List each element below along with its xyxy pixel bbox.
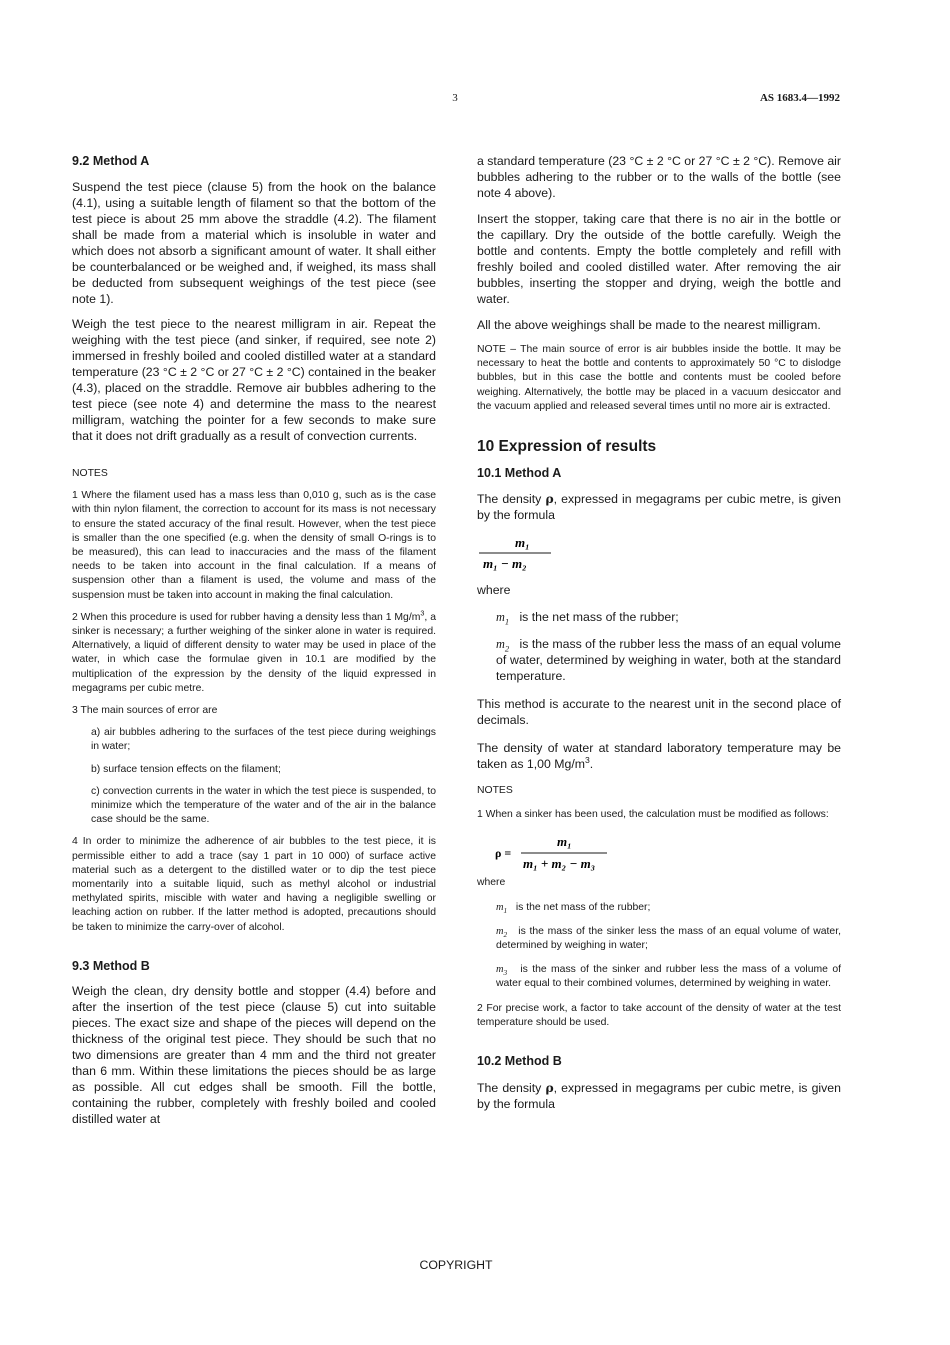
definition-m2: $m_2$ is the mass of the rubber less the mass of an equal volume of water, determined by weighing in water, both at the standard temperature. <box>496 637 841 684</box>
formula-2-lhs: ρ = <box>495 846 512 861</box>
note-3-item-c: c) convection currents in the water in which the test piece is suspended, to minimize which the temperature of the water and of the air in the balance case should be the same. <box>91 785 436 826</box>
method-b-note: NOTE – The main source of error is air bubbles inside the bottle. It may be necessary to heat the bottle and contents to approximately 50 °C to dislodge bubbles, but in this case the bottle and contents must be cooled before weighing. Alternatively, the bottle may be placed in a vacuum desiccator and the vacuum applied and released several times until no more air is extracted. <box>477 344 841 412</box>
method-a-accuracy: This method is accurate to the nearest unit in the second place of decimals. <box>477 697 841 728</box>
formula-1-denominator: m₁ − m₂ <box>483 556 527 572</box>
definition-note-m2: $m_2$ is the mass of the sinker less the mass of an equal volume of water, determined by weighing in water; <box>496 925 841 952</box>
note-3-item-a: a) air bubbles adhering to the surfaces of the test piece during weighings in water; <box>91 727 436 753</box>
note-3: 3 The main sources of error are <box>72 705 218 717</box>
section-10-heading: 10 Expression of results <box>477 438 657 456</box>
section-9-2-heading: 9.2 Method A <box>72 154 150 168</box>
section-10-note-1: 1 When a sinker has been used, the calculation must be modified as follows: <box>477 809 829 821</box>
density-formula-intro: The density ρ, expressed in megagrams per cubic metre, is given by the formula <box>477 491 841 523</box>
definition-m1: $m_1$ is the net mass of the rubber; <box>496 610 679 627</box>
where-label-2: where <box>477 877 506 889</box>
formula-1-numerator: m₁ <box>515 535 530 551</box>
method-b-weighings-paragraph: All the above weighings shall be made to the nearest milligram. <box>477 318 821 332</box>
where-label: where <box>477 583 511 598</box>
section-9-2-paragraph-1: Suspend the test piece (clause 5) from the hook on the balance (4.1), using a suitable length of filament so that the bottom of the test piece is about 25 mm above the straddle (4.2). The filament shall be made from a material which is insoluble in water and which does not absorb a significant amount of water. It shall either be counterbalanced or be weighed and, if weighed, its mass shall be deducted from subsequent weighings of the test piece (see note 1). <box>72 180 436 306</box>
definition-note-m3: $m_3$ is the mass of the sinker and rubber less the mass of a volume of water equal to their combined volumes, determined by weighing in water. <box>496 964 841 990</box>
section-10-1-heading: 10.1 Method A <box>477 466 562 481</box>
notes-label: NOTES <box>72 468 108 479</box>
formula-sinker <box>477 834 841 874</box>
section-10-2-heading: 10.2 Method B <box>477 1054 562 1069</box>
section-9-2-paragraph-2: Weigh the test piece to the nearest milligram in air. Repeat the weighing with the test piece (and sinker, if required, see note 2) immersed in freshly boiled and cooled distilled water at a standard temperature (23 °C ± 2 °C or 27 °C ± 2 °C) contained in the beaker (4.3), placed on the straddle. Remove air bubbles adhering to the test piece (see note 4) and determine the mass to the nearest milligram, watching the pointer for a few seconds to make sure that it does not drift gradually as a result of convection currents. <box>72 317 436 443</box>
copyright-footer: COPYRIGHT <box>419 1258 493 1272</box>
left-column <box>72 153 436 1127</box>
density-formula-intro-method-b: The density ρ, expressed in megagrams per cubic metre, is given by the formula <box>477 1080 841 1112</box>
section-9-3-paragraph-1: Weigh the clean, dry density bottle and stopper (4.4) before and after the insertion of the test piece (clause 5) cut into suitable pieces. The exact size and shape of the pieces will depend on the thickness of the original test piece. They should be such that no two dimensions are greater than 4 mm and the third not greater than 6 mm. Within these limitations the pieces should be as large as possible. All cut edges shall be smooth. Fill the bottle, containing the rubber, completely with freshly boiled and cooled distilled water at <box>72 983 436 1126</box>
standard-number: AS 1683.4—1992 <box>759 92 840 104</box>
formula-2-numerator: m₁ <box>557 834 572 850</box>
formula-2-denominator: m₁ + m₂ − m₃ <box>523 856 596 872</box>
formula-method-a <box>477 535 841 575</box>
right-column <box>477 153 841 1112</box>
section-10-notes-label: NOTES <box>477 785 513 797</box>
page-number: 3 <box>452 92 458 104</box>
note-3-item-b: b) surface tension effects on the filament; <box>91 763 281 775</box>
section-9-3-heading: 9.3 Method B <box>72 958 150 973</box>
note-1: 1 Where the filament used has a mass less than 0,010 g, such as is the case with thin nylon filament, the correction to account for its mass is not necessary to ensure the stated accuracy of the final result. However, when the test piece is smaller than the one specified (e.g. when the density of small O-rings is to be measured), this can lead to inaccuracies and the mass of the filament needs to be taken into account in the final calculation. If a means of suspension other than a filament is used, the volume and mass of the suspension must be taken into account in making the final calculation. <box>72 490 436 601</box>
method-b-stopper-paragraph: Insert the stopper, taking care that there is no air in the bottle or the capillary. Dry the outside of the bottle carefully. Weigh the bottle and contents. Empty the bottle completely and refill with freshly boiled and cooled distilled water. After removing the air bubbles, inserting the stopper and drying, weigh the bottle and water. <box>477 212 841 306</box>
water-density-statement: The density of water at standard laboratory temperature may be taken as 1,00 $Mg/m^3$. <box>477 741 841 772</box>
note-4: 4 In order to minimize the adherence of air bubbles to the test piece, it is permissible either to add a trace (say 1 part in 10 000) of surface active material such as a detergent to the distilled water or to dip the test piece momentarily into a suitable liquid, such as methyl alcohol or industrial methylated spirits, miscible with water and having a negligible swelling or leaching action on rubber. If the latter method is adopted, precautions should be taken to minimize the carry-over of alcohol. <box>72 836 436 933</box>
method-b-continued-paragraph: a standard temperature (23 °C ± 2 °C or 27 °C ± 2 °C). Remove air bubbles adhering to the rubber or to the walls of the bottle (see note 4 above). <box>477 154 841 200</box>
definition-note-m1: $m_1$ is the net mass of the rubber; <box>496 901 651 915</box>
section-10-note-2: 2 For precise work, a factor to take account of the density of water at the test temperature should be used. <box>477 1002 841 1028</box>
note-2: 2 When this procedure is used for rubber having a density less than 1 $Mg/m^3$, a sinker is necessary; a further weighing of the sinker alone in water is required. Alternatively, a liquid of different density to water may be used in place of the water, in which case the formulae given in 10.1 are modified by the multiplication of the expression by the density of the liquid expressed in megagrams per cubic metre. <box>72 608 436 694</box>
